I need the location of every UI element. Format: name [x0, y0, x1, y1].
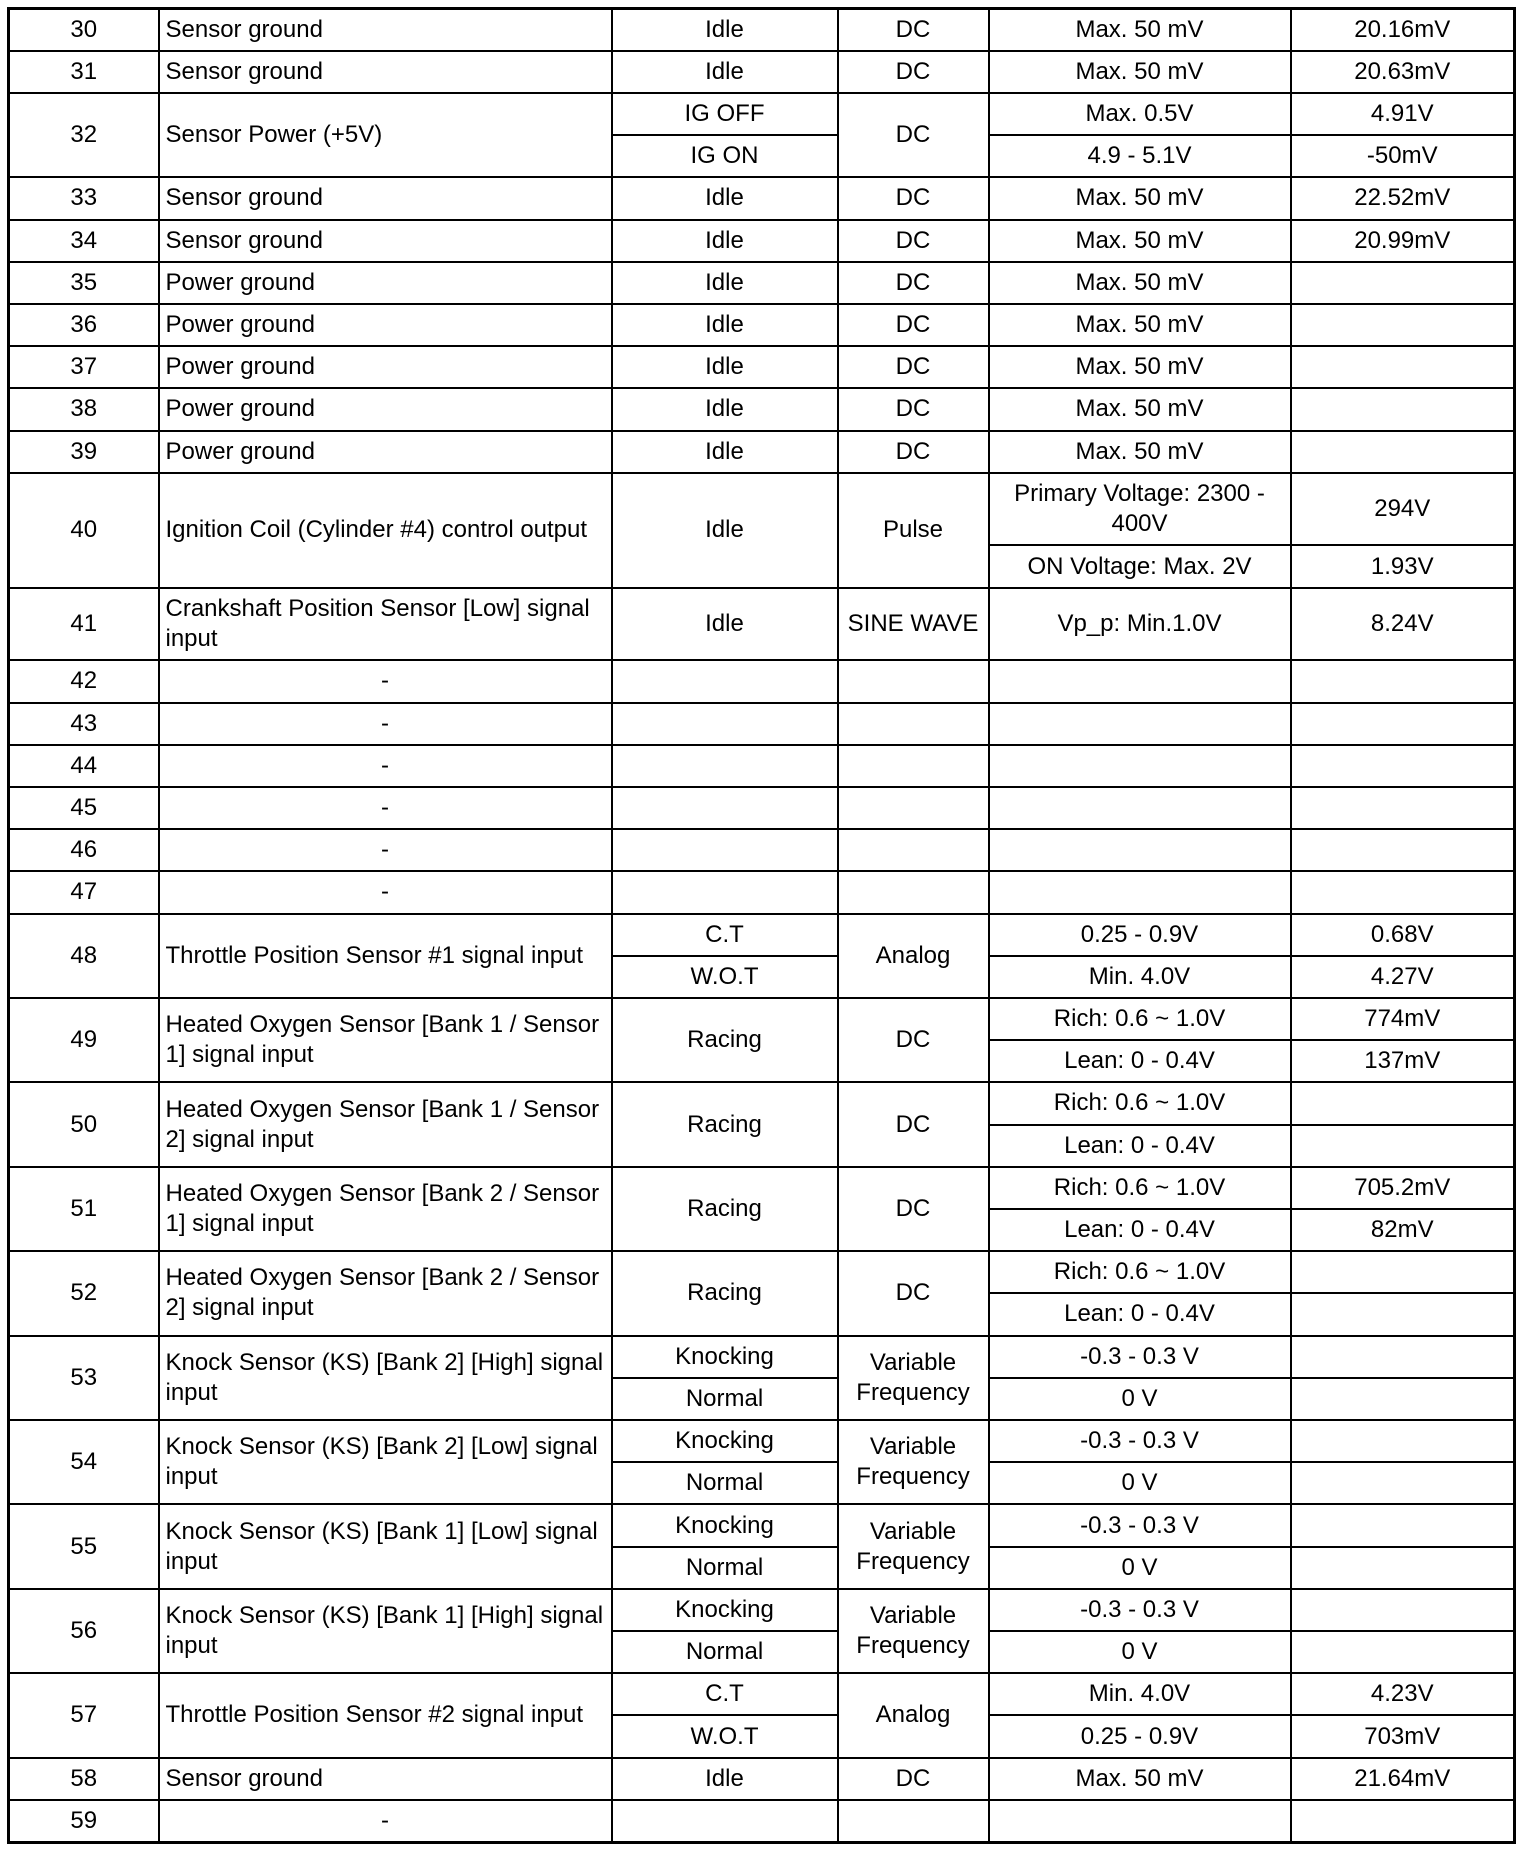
pin-description: -	[159, 871, 612, 913]
test-condition	[612, 745, 838, 787]
test-condition: Racing	[612, 998, 838, 1082]
table-row	[9, 177, 1515, 219]
pin-number: 56	[9, 1589, 159, 1673]
table-row	[9, 9, 1515, 51]
table-row	[9, 914, 1515, 956]
spec-value: -0.3 - 0.3 V	[989, 1589, 1291, 1631]
pin-description: Crankshaft Position Sensor [Low] signal input	[159, 588, 612, 661]
signal-type: DC	[838, 1758, 989, 1800]
test-condition	[612, 1800, 838, 1843]
pin-description: Sensor ground	[159, 177, 612, 219]
measured-value: 774mV	[1291, 998, 1515, 1040]
test-condition	[612, 703, 838, 745]
test-condition: Idle	[612, 9, 838, 51]
pin-number: 35	[9, 262, 159, 304]
signal-type: DC	[838, 262, 989, 304]
spec-value	[989, 871, 1291, 913]
measured-value	[1291, 1589, 1515, 1631]
signal-type	[838, 871, 989, 913]
spec-value: -0.3 - 0.3 V	[989, 1420, 1291, 1462]
measured-value: 0.68V	[1291, 914, 1515, 956]
table-row	[9, 1082, 1515, 1124]
pin-number: 34	[9, 220, 159, 262]
table-row	[9, 1758, 1515, 1800]
test-condition: C.T	[612, 1673, 838, 1715]
measured-value: 703mV	[1291, 1715, 1515, 1757]
test-condition	[612, 787, 838, 829]
pin-number: 58	[9, 1758, 159, 1800]
signal-type: Analog	[838, 914, 989, 998]
spec-value: Min. 4.0V	[989, 956, 1291, 998]
measured-value	[1291, 1504, 1515, 1546]
spec-value: Max. 50 mV	[989, 431, 1291, 473]
spec-value: -0.3 - 0.3 V	[989, 1504, 1291, 1546]
spec-value: 0.25 - 0.9V	[989, 914, 1291, 956]
test-condition: Knocking	[612, 1336, 838, 1378]
table-row	[9, 1673, 1515, 1715]
measured-value: 137mV	[1291, 1040, 1515, 1082]
pin-number: 49	[9, 998, 159, 1082]
signal-type	[838, 829, 989, 871]
table-row	[9, 346, 1515, 388]
table-row	[9, 262, 1515, 304]
signal-type: DC	[838, 9, 989, 51]
table-row	[9, 1589, 1515, 1631]
measured-value	[1291, 431, 1515, 473]
signal-type: DC	[838, 388, 989, 430]
spec-value: 0.25 - 0.9V	[989, 1715, 1291, 1757]
pin-number: 52	[9, 1251, 159, 1335]
table-row	[9, 829, 1515, 871]
pin-number: 42	[9, 660, 159, 702]
signal-type: DC	[838, 1082, 989, 1166]
measured-value	[1291, 745, 1515, 787]
spec-value: 0 V	[989, 1631, 1291, 1673]
table-row	[9, 473, 1515, 546]
spec-value: Max. 50 mV	[989, 388, 1291, 430]
test-condition: Racing	[612, 1167, 838, 1251]
table-row	[9, 1167, 1515, 1209]
spec-value: Lean: 0 - 0.4V	[989, 1125, 1291, 1167]
pin-number: 36	[9, 304, 159, 346]
pin-number: 37	[9, 346, 159, 388]
spec-value: Rich: 0.6 ~ 1.0V	[989, 1251, 1291, 1293]
measured-value	[1291, 787, 1515, 829]
table-row	[9, 588, 1515, 661]
table-row	[9, 1504, 1515, 1546]
signal-type	[838, 787, 989, 829]
measured-value	[1291, 829, 1515, 871]
table-row	[9, 660, 1515, 702]
spec-value: Max. 50 mV	[989, 220, 1291, 262]
pin-number: 57	[9, 1673, 159, 1757]
measured-value: 1.93V	[1291, 545, 1515, 587]
pin-description: Heated Oxygen Sensor [Bank 2 / Sensor 1] signal input	[159, 1167, 612, 1251]
test-condition: Normal	[612, 1631, 838, 1673]
table-row	[9, 1420, 1515, 1462]
signal-type: DC	[838, 346, 989, 388]
pin-number: 31	[9, 51, 159, 93]
pin-number: 32	[9, 93, 159, 177]
pin-number: 44	[9, 745, 159, 787]
test-condition: Normal	[612, 1462, 838, 1504]
table-row	[9, 1336, 1515, 1378]
signal-type	[838, 745, 989, 787]
spec-value: Lean: 0 - 0.4V	[989, 1209, 1291, 1251]
spec-value: Lean: 0 - 0.4V	[989, 1040, 1291, 1082]
pin-number: 55	[9, 1504, 159, 1588]
measured-value	[1291, 388, 1515, 430]
spec-value: Min. 4.0V	[989, 1673, 1291, 1715]
signal-type: Variable Frequency	[838, 1336, 989, 1420]
spec-value: 0 V	[989, 1462, 1291, 1504]
test-condition: Idle	[612, 304, 838, 346]
spec-value: 0 V	[989, 1378, 1291, 1420]
spec-value: Max. 50 mV	[989, 1758, 1291, 1800]
test-condition: Idle	[612, 220, 838, 262]
pin-number: 30	[9, 9, 159, 51]
measured-value	[1291, 1547, 1515, 1589]
table-row	[9, 745, 1515, 787]
measured-value	[1291, 1251, 1515, 1293]
pin-description: Heated Oxygen Sensor [Bank 1 / Sensor 1] signal input	[159, 998, 612, 1082]
table-row	[9, 871, 1515, 913]
pin-number: 50	[9, 1082, 159, 1166]
test-condition: Normal	[612, 1378, 838, 1420]
measured-value	[1291, 1125, 1515, 1167]
pin-description: Heated Oxygen Sensor [Bank 1 / Sensor 2] signal input	[159, 1082, 612, 1166]
pin-description: Sensor ground	[159, 220, 612, 262]
signal-type: DC	[838, 998, 989, 1082]
signal-type: DC	[838, 220, 989, 262]
measured-value	[1291, 871, 1515, 913]
signal-type: DC	[838, 304, 989, 346]
pin-description: Knock Sensor (KS) [Bank 1] [Low] signal input	[159, 1504, 612, 1588]
signal-type: Variable Frequency	[838, 1504, 989, 1588]
measured-value: 4.27V	[1291, 956, 1515, 998]
measured-value	[1291, 262, 1515, 304]
spec-value	[989, 745, 1291, 787]
test-condition: Idle	[612, 346, 838, 388]
pin-description: Power ground	[159, 262, 612, 304]
test-condition: Idle	[612, 431, 838, 473]
signal-type: DC	[838, 1167, 989, 1251]
pin-number: 48	[9, 914, 159, 998]
test-condition: Idle	[612, 177, 838, 219]
pin-description: Knock Sensor (KS) [Bank 2] [Low] signal input	[159, 1420, 612, 1504]
spec-value: 0 V	[989, 1547, 1291, 1589]
test-condition: W.O.T	[612, 956, 838, 998]
measured-value	[1291, 1378, 1515, 1420]
measured-value	[1291, 1420, 1515, 1462]
pin-description: Power ground	[159, 346, 612, 388]
test-condition: IG OFF	[612, 93, 838, 135]
spec-value: Max. 50 mV	[989, 9, 1291, 51]
spec-value: Max. 50 mV	[989, 51, 1291, 93]
table-row	[9, 51, 1515, 93]
spec-value: Rich: 0.6 ~ 1.0V	[989, 998, 1291, 1040]
test-condition: Normal	[612, 1547, 838, 1589]
measured-value: 4.91V	[1291, 93, 1515, 135]
pin-description: -	[159, 703, 612, 745]
test-condition: Racing	[612, 1082, 838, 1166]
signal-type: Variable Frequency	[838, 1589, 989, 1673]
table-row	[9, 1800, 1515, 1843]
pin-description: Heated Oxygen Sensor [Bank 2 / Sensor 2] signal input	[159, 1251, 612, 1335]
table-row	[9, 787, 1515, 829]
spec-value	[989, 829, 1291, 871]
test-condition	[612, 871, 838, 913]
table-row	[9, 388, 1515, 430]
pin-description: Throttle Position Sensor #1 signal input	[159, 914, 612, 998]
test-condition	[612, 829, 838, 871]
spec-value: Max. 0.5V	[989, 93, 1291, 135]
table-row	[9, 431, 1515, 473]
test-condition: C.T	[612, 914, 838, 956]
test-condition: Racing	[612, 1251, 838, 1335]
spec-value: Max. 50 mV	[989, 262, 1291, 304]
signal-type	[838, 1800, 989, 1843]
pin-table	[7, 7, 1516, 1844]
signal-type: DC	[838, 93, 989, 177]
signal-type: DC	[838, 177, 989, 219]
signal-type: Variable Frequency	[838, 1420, 989, 1504]
pin-number: 40	[9, 473, 159, 588]
measured-value: 705.2mV	[1291, 1167, 1515, 1209]
signal-type: Analog	[838, 1673, 989, 1757]
pin-description: -	[159, 829, 612, 871]
signal-type: DC	[838, 431, 989, 473]
measured-value	[1291, 1336, 1515, 1378]
pin-description: -	[159, 660, 612, 702]
measured-value: 20.99mV	[1291, 220, 1515, 262]
test-condition: Knocking	[612, 1589, 838, 1631]
pin-number: 46	[9, 829, 159, 871]
pin-number: 54	[9, 1420, 159, 1504]
test-condition: Knocking	[612, 1504, 838, 1546]
test-condition: Idle	[612, 473, 838, 588]
test-condition: IG ON	[612, 135, 838, 177]
signal-type: DC	[838, 1251, 989, 1335]
pin-number: 53	[9, 1336, 159, 1420]
pin-number: 47	[9, 871, 159, 913]
measured-value	[1291, 1293, 1515, 1335]
spec-value	[989, 787, 1291, 829]
spec-value	[989, 703, 1291, 745]
pin-number: 59	[9, 1800, 159, 1843]
table-row	[9, 1251, 1515, 1293]
test-condition: Idle	[612, 1758, 838, 1800]
spec-value: Max. 50 mV	[989, 177, 1291, 219]
spec-value: -0.3 - 0.3 V	[989, 1336, 1291, 1378]
table-row	[9, 703, 1515, 745]
pin-number: 33	[9, 177, 159, 219]
spec-value: Max. 50 mV	[989, 304, 1291, 346]
pin-description: -	[159, 787, 612, 829]
pin-description: Sensor ground	[159, 9, 612, 51]
pin-number: 43	[9, 703, 159, 745]
pin-description: Throttle Position Sensor #2 signal input	[159, 1673, 612, 1757]
pin-description: -	[159, 745, 612, 787]
pin-description: Sensor Power (+5V)	[159, 93, 612, 177]
test-condition: Idle	[612, 388, 838, 430]
measured-value: 20.16mV	[1291, 9, 1515, 51]
table-row	[9, 93, 1515, 135]
pin-description: Power ground	[159, 431, 612, 473]
spec-value	[989, 1800, 1291, 1843]
test-condition: Knocking	[612, 1420, 838, 1462]
measured-value: 8.24V	[1291, 588, 1515, 661]
pin-number: 39	[9, 431, 159, 473]
pin-description: Power ground	[159, 388, 612, 430]
measured-value: -50mV	[1291, 135, 1515, 177]
spec-value: ON Voltage: Max. 2V	[989, 545, 1291, 587]
measured-value	[1291, 1800, 1515, 1843]
measured-value: 20.63mV	[1291, 51, 1515, 93]
pin-number: 51	[9, 1167, 159, 1251]
measured-value	[1291, 346, 1515, 388]
spec-value	[989, 660, 1291, 702]
table-row	[9, 304, 1515, 346]
signal-type: SINE WAVE	[838, 588, 989, 661]
spec-value: Max. 50 mV	[989, 346, 1291, 388]
measured-value: 294V	[1291, 473, 1515, 546]
spec-value: Vp_p: Min.1.0V	[989, 588, 1291, 661]
pin-description: Knock Sensor (KS) [Bank 1] [High] signal input	[159, 1589, 612, 1673]
measured-value: 22.52mV	[1291, 177, 1515, 219]
table-body	[9, 9, 1515, 1843]
table-row	[9, 998, 1515, 1040]
measured-value: 4.23V	[1291, 1673, 1515, 1715]
test-condition	[612, 660, 838, 702]
test-condition: Idle	[612, 51, 838, 93]
spec-value: Lean: 0 - 0.4V	[989, 1293, 1291, 1335]
pin-description: Ignition Coil (Cylinder #4) control output	[159, 473, 612, 588]
measured-value	[1291, 1082, 1515, 1124]
spec-value: Rich: 0.6 ~ 1.0V	[989, 1167, 1291, 1209]
pin-number: 45	[9, 787, 159, 829]
spec-value: Rich: 0.6 ~ 1.0V	[989, 1082, 1291, 1124]
measured-value	[1291, 304, 1515, 346]
test-condition: W.O.T	[612, 1715, 838, 1757]
pin-number: 41	[9, 588, 159, 661]
measured-value	[1291, 703, 1515, 745]
measured-value	[1291, 660, 1515, 702]
table-row	[9, 220, 1515, 262]
pin-description: -	[159, 1800, 612, 1843]
test-condition: Idle	[612, 588, 838, 661]
measured-value	[1291, 1631, 1515, 1673]
measured-value: 21.64mV	[1291, 1758, 1515, 1800]
test-condition: Idle	[612, 262, 838, 304]
pin-description: Knock Sensor (KS) [Bank 2] [High] signal input	[159, 1336, 612, 1420]
measured-value: 82mV	[1291, 1209, 1515, 1251]
spec-value: Primary Voltage: 2300 - 400V	[989, 473, 1291, 546]
signal-type	[838, 660, 989, 702]
pin-description: Sensor ground	[159, 51, 612, 93]
spec-value: 4.9 - 5.1V	[989, 135, 1291, 177]
pin-description: Sensor ground	[159, 1758, 612, 1800]
signal-type: Pulse	[838, 473, 989, 588]
measured-value	[1291, 1462, 1515, 1504]
pin-number: 38	[9, 388, 159, 430]
signal-type: DC	[838, 51, 989, 93]
signal-type	[838, 703, 989, 745]
pin-description: Power ground	[159, 304, 612, 346]
